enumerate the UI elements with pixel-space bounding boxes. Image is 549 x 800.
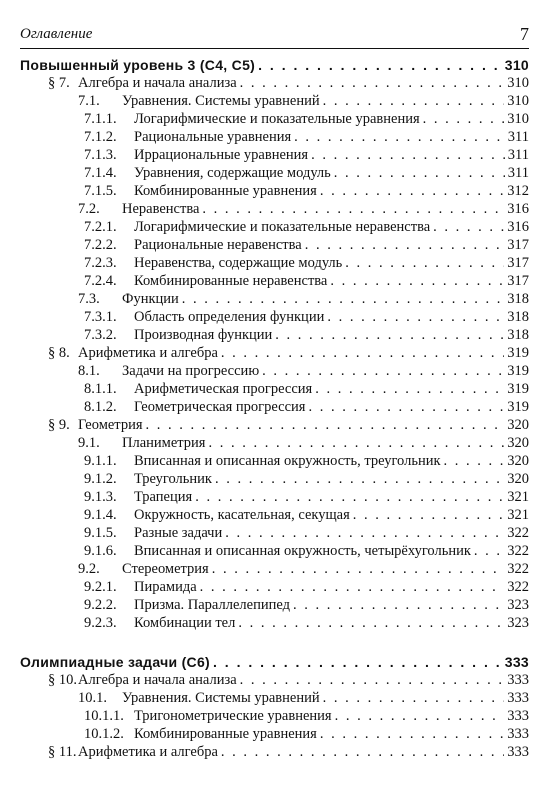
dot-leader — [335, 707, 505, 725]
toc-entry-page: 319 — [507, 381, 529, 397]
toc-entry-number: 9.2.1. — [84, 579, 117, 595]
toc-entry-title: Трапеция — [134, 489, 193, 505]
toc-entry-number: 7.3.1. — [84, 309, 117, 325]
toc-part-heading — [20, 56, 529, 74]
toc-entry — [84, 578, 529, 596]
toc-entry — [78, 92, 529, 110]
toc-entry-number: 7.3.2. — [84, 327, 117, 343]
toc-entry-page: 319 — [507, 363, 529, 379]
toc-entry-number: 9.1.1. — [84, 453, 117, 469]
dot-leader — [323, 92, 505, 110]
toc-entry-title: Арифметика и алгебра — [78, 345, 218, 361]
toc-entry-title: Уравнения. Системы уравнений — [122, 93, 320, 109]
toc-entry-title: Повышенный уровень 3 (С4, С5) — [20, 57, 256, 73]
toc-entry — [84, 488, 529, 506]
toc-entry — [84, 398, 529, 416]
toc-entry — [48, 74, 529, 92]
dot-leader — [195, 488, 504, 506]
toc-entry-title: Иррациональные уравнения — [134, 147, 309, 163]
toc-entry-title: Стереометрия — [122, 561, 209, 577]
toc-entry — [78, 434, 529, 452]
toc-entry-number: 9.2. — [78, 561, 100, 577]
toc-entry-page: 323 — [507, 615, 529, 631]
running-title: Оглавление — [20, 26, 93, 42]
toc-entry-page: 322 — [507, 525, 529, 541]
dot-leader — [212, 560, 505, 578]
dot-leader — [308, 398, 504, 416]
dot-leader — [275, 326, 504, 344]
toc-entry-number: 8.1.2. — [84, 399, 117, 415]
toc-entry-title: Комбинированные неравенства — [134, 273, 328, 289]
toc-entry — [84, 236, 529, 254]
toc-entry-title: Геометрическая прогрессия — [134, 399, 306, 415]
toc-entry-title: Комбинации тел — [134, 615, 236, 631]
toc-entry-number: 7.1.1. — [84, 111, 117, 127]
dot-leader — [327, 308, 504, 326]
toc-entry-number: 9.1.2. — [84, 471, 117, 487]
dot-leader — [305, 236, 505, 254]
page-number: 7 — [520, 24, 529, 44]
toc-entry-page: 318 — [507, 327, 529, 343]
toc-entry-page: 320 — [507, 453, 529, 469]
toc-entry-title: Неравенства — [122, 201, 200, 217]
dot-leader — [221, 743, 504, 761]
toc-entry-number: 7.1.3. — [84, 147, 117, 163]
toc-entry-page: 312 — [507, 183, 529, 199]
toc-entry-number: § 8. — [48, 345, 70, 361]
toc-entry — [78, 290, 529, 308]
toc-entry-page: 323 — [507, 597, 529, 613]
toc-entry-number: 7.2.1. — [84, 219, 117, 235]
toc-entry-number: 10.1. — [78, 690, 107, 706]
toc-entry-page: 316 — [507, 201, 529, 217]
toc-entry-number: 7.1. — [78, 93, 100, 109]
toc-entry-number: § 7. — [48, 75, 70, 91]
toc-entry — [84, 470, 529, 488]
toc-entry-number: § 9. — [48, 417, 70, 433]
dot-leader — [315, 380, 504, 398]
toc-entry-page: 321 — [507, 507, 529, 523]
toc-entry — [84, 524, 529, 542]
dot-leader — [240, 671, 505, 689]
toc-entry-number: 7.2.2. — [84, 237, 117, 253]
toc-entry — [84, 614, 529, 632]
toc-entry-page: 319 — [507, 345, 529, 361]
toc-entry-page: 311 — [507, 165, 529, 181]
toc-entry-page: 320 — [507, 417, 529, 433]
toc-entry-number: 9.2.2. — [84, 597, 117, 613]
toc-entry-page: 318 — [507, 309, 529, 325]
toc-entry-number: 8.1.1. — [84, 381, 117, 397]
toc-entry-page: 316 — [507, 219, 529, 235]
toc-entry-title: Логарифмические и показательные неравенства — [134, 219, 431, 235]
dot-leader — [200, 578, 505, 596]
dot-leader — [182, 290, 504, 308]
toc-entry-title: Арифметическая прогрессия — [134, 381, 313, 397]
toc-entry-page: 317 — [507, 237, 529, 253]
toc-entry-page: 310 — [507, 75, 529, 91]
dot-leader — [293, 596, 504, 614]
dot-leader — [320, 182, 504, 200]
toc-entry-number: § 10. — [48, 672, 77, 688]
toc-entry-title: Вписанная и описанная окружность, треугольник — [134, 453, 441, 469]
dot-leader — [208, 434, 504, 452]
toc-entry-title: Треугольник — [134, 471, 212, 487]
dot-leader — [238, 614, 504, 632]
toc-entry-page: 322 — [507, 543, 529, 559]
toc-entry — [84, 380, 529, 398]
dot-leader — [225, 524, 504, 542]
toc-entry-number: 9.1.3. — [84, 489, 117, 505]
toc-entry-page: 318 — [507, 291, 529, 307]
dot-leader — [146, 416, 505, 434]
toc-entry-number: 8.1. — [78, 363, 100, 379]
toc-entry-title: Уравнения. Системы уравнений — [122, 690, 320, 706]
toc-entry-number: 7.2.4. — [84, 273, 117, 289]
toc-entry — [84, 254, 529, 272]
toc-entry-number: 7.2.3. — [84, 255, 117, 271]
toc-entry-page: 319 — [507, 399, 529, 415]
toc-entry-page: 320 — [507, 435, 529, 451]
toc-entry — [78, 560, 529, 578]
toc-entry — [78, 689, 529, 707]
dot-leader — [320, 725, 504, 743]
dot-leader — [474, 542, 504, 560]
toc-entry-title: Комбинированные уравнения — [134, 726, 317, 742]
toc-entry-title: Вписанная и описанная окружность, четырёхугольник — [134, 543, 471, 559]
toc-entry-page: 310 — [504, 57, 529, 73]
toc-entry — [48, 416, 529, 434]
toc-entry-number: 7.1.4. — [84, 165, 117, 181]
toc-entry-title: Пирамида — [134, 579, 197, 595]
toc-entry — [84, 542, 529, 560]
toc-entry-title: Производная функции — [134, 327, 273, 343]
toc-entry — [84, 725, 529, 743]
toc-entry-page: 322 — [507, 561, 529, 577]
dot-leader — [202, 200, 504, 218]
dot-leader — [423, 110, 505, 128]
dot-leader — [213, 653, 502, 671]
toc-entry-number: 7.1.5. — [84, 183, 117, 199]
toc-entry — [84, 128, 529, 146]
toc-entry — [48, 671, 529, 689]
toc-entry-number: 7.1.2. — [84, 129, 117, 145]
dot-leader — [330, 272, 504, 290]
toc-entry-number: 9.1.5. — [84, 525, 117, 541]
toc-entry-page: 333 — [507, 690, 529, 706]
toc-entry — [84, 164, 529, 182]
toc-entry-number: 9.1.4. — [84, 507, 117, 523]
toc-entry-title: Логарифмические и показательные уравнения — [134, 111, 420, 127]
toc-entry — [48, 344, 529, 362]
toc-entry-number: § 11. — [48, 744, 77, 760]
toc-entry-page: 333 — [507, 726, 529, 742]
toc-entry — [84, 110, 529, 128]
toc-entry-title: Неравенства, содержащие модуль — [134, 255, 343, 271]
toc-entry-page: 310 — [507, 111, 529, 127]
toc-entry-page: 333 — [507, 744, 529, 760]
toc-entry-title: Рациональные уравнения — [134, 129, 292, 145]
toc-entry-title: Геометрия — [78, 417, 143, 433]
toc-entry — [84, 146, 529, 164]
toc-entry-number: 10.1.2. — [84, 726, 124, 742]
toc-part-heading — [20, 653, 529, 671]
toc-entry — [84, 182, 529, 200]
dot-leader — [311, 146, 505, 164]
toc-entry-title: Алгебра и начала анализа — [78, 672, 237, 688]
toc-entry-title: Разные задачи — [134, 525, 223, 541]
toc-entry-number: 9.1. — [78, 435, 100, 451]
dot-leader — [334, 164, 505, 182]
toc-entry-page: 333 — [504, 654, 529, 670]
toc-entry — [84, 326, 529, 344]
toc-entry-title: Алгебра и начала анализа — [78, 75, 237, 91]
toc-entry-page: 310 — [507, 93, 529, 109]
dot-leader — [433, 218, 504, 236]
toc-entry-page: 311 — [507, 129, 529, 145]
toc-entry-title: Рациональные неравенства — [134, 237, 302, 253]
toc-entry — [78, 362, 529, 380]
toc-entry-page: 317 — [507, 273, 529, 289]
toc-entry-number: 7.3. — [78, 291, 100, 307]
toc-entry-number: 9.2.3. — [84, 615, 117, 631]
dot-leader — [444, 452, 505, 470]
toc-entry — [48, 743, 529, 761]
toc-entry — [84, 218, 529, 236]
toc-entry-title: Уравнения, содержащие модуль — [134, 165, 331, 181]
toc-entry-number: 9.1.6. — [84, 543, 117, 559]
toc-entry-title: Область определения функции — [134, 309, 325, 325]
dot-leader — [294, 128, 505, 146]
dot-leader — [221, 344, 504, 362]
toc-entry-number: 10.1.1. — [84, 708, 124, 724]
toc-entry-page: 333 — [507, 672, 529, 688]
toc-entry — [84, 707, 529, 725]
dot-leader — [323, 689, 505, 707]
dot-leader — [262, 362, 504, 380]
toc-entry-title: Призма. Параллелепипед — [134, 597, 290, 613]
toc-entry-page: 311 — [507, 147, 529, 163]
toc-entry — [84, 506, 529, 524]
toc-entry — [84, 596, 529, 614]
toc-entry-title: Задачи на прогрессию — [122, 363, 260, 379]
toc-entry-page: 333 — [507, 708, 529, 724]
toc-entry — [84, 272, 529, 290]
toc-entry — [78, 200, 529, 218]
toc-entry-title: Олимпиадные задачи (С6) — [20, 654, 211, 670]
dot-leader — [258, 56, 502, 74]
toc-entry-page: 321 — [507, 489, 529, 505]
toc-entry-title: Планиметрия — [122, 435, 206, 451]
dot-leader — [345, 254, 504, 272]
toc-entry — [84, 452, 529, 470]
toc-entry-page: 322 — [507, 579, 529, 595]
toc-entry-page: 320 — [507, 471, 529, 487]
dot-leader — [215, 470, 504, 488]
toc-entry-title: Арифметика и алгебра — [78, 744, 218, 760]
toc-entry-title: Комбинированные уравнения — [134, 183, 317, 199]
toc-entry-page: 317 — [507, 255, 529, 271]
toc-entry — [84, 308, 529, 326]
dot-leader — [353, 506, 505, 524]
toc-entry-title: Тригонометрические уравнения — [134, 708, 332, 724]
toc-entry-number: 7.2. — [78, 201, 100, 217]
toc-entry-title: Функции — [122, 291, 179, 307]
dot-leader — [240, 74, 505, 92]
toc-entry-title: Окружность, касательная, секущая — [134, 507, 350, 523]
